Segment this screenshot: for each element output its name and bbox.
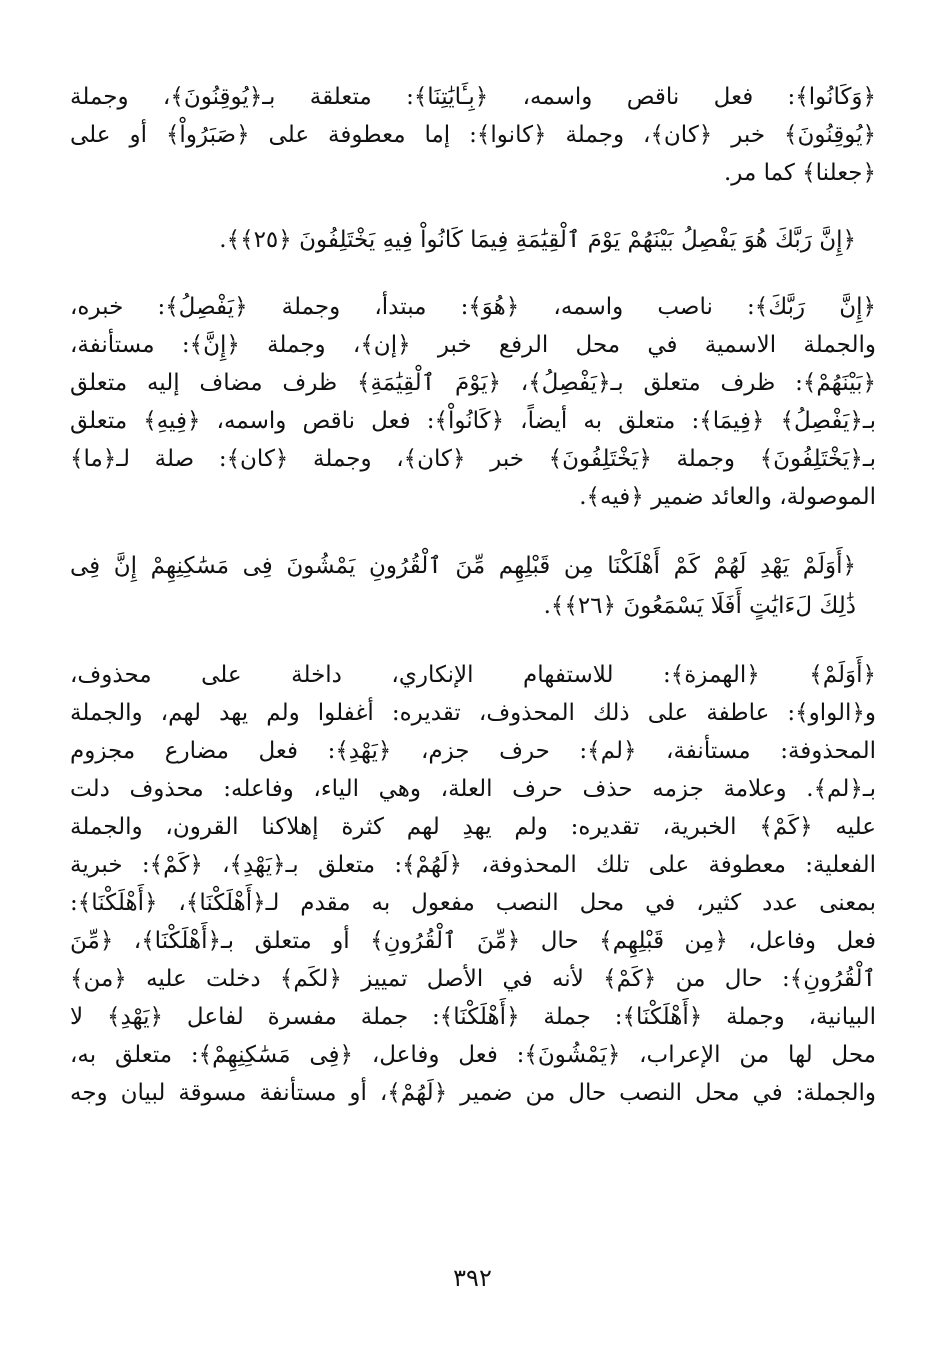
text-line: والجملة: في محل النصب حال من ضمير ﴿لَهُمْ﴾، أو مستأنفة مسوقة لبيان وجه: [70, 1080, 876, 1106]
text-line: بـ﴿يَفْصِلُ﴾ ﴿فِيمَا﴾: متعلق به أيضاً، ﴿كَانُواْ﴾: فعل ناقص واسمه، ﴿فِيهِ﴾ متعلق: [70, 408, 876, 434]
quran-verse-26: [70, 546, 876, 626]
spacer: [70, 192, 876, 220]
text-line: ﴿إِنَّ رَبَّكَ﴾: ناصب واسمه، ﴿هُوَ﴾: مبتدأ، وجملة ﴿يَفْصِلُ﴾: خبره،: [70, 294, 876, 320]
page-body: [70, 78, 876, 1112]
text-line: بـ﴿لم﴾. وعلامة جزمه حذف حرف العلة، وهي الياء، وفاعله: محذوف دلت: [70, 776, 876, 802]
text-line: ﴿يُوقِنُونَ﴾ خبر ﴿كان﴾، وجملة ﴿كانوا﴾: إما معطوفة على ﴿صَبَرُواْ﴾ أو على: [70, 122, 876, 148]
page-number: ٣٩٢: [453, 1264, 492, 1292]
paragraph-3: [70, 656, 876, 1112]
text-line: محل لها من الإعراب، ﴿يَمْشُونَ﴾: فعل وفاعل، ﴿فِى مَسَٰكِنِهِمْ﴾: متعلق به،: [70, 1042, 876, 1068]
text-line: المحذوفة: مستأنفة، ﴿لم﴾: حرف جزم، ﴿يَهْدِ﴾: فعل مضارع مجزوم: [70, 738, 876, 764]
text-line: ٱلْقُرُونِ﴾: حال من ﴿كَمْ﴾ لأنه في الأصل تمييز ﴿لكَم﴾ دخلت عليه ﴿من﴾: [70, 966, 876, 992]
spacer: [70, 626, 876, 656]
verse-line: ﴿إِنَّ رَبَّكَ هُوَ يَفْصِلُ بَيْنَهُمْ يَوْمَ ٱلْقِيَٰمَةِ فِيمَا كَانُواْ فِيهِ يَخْتَلِفُونَ ﴿٢٥﴾﴾.: [219, 227, 856, 253]
verse-line: ذَٰلِكَ لَءَايَٰتٍ أَفَلَا يَسْمَعُونَ ﴿٢٦﴾﴾.: [543, 593, 856, 619]
text-line: والجملة الاسمية في محل الرفع خبر ﴿إن﴾، وجملة ﴿إِنَّ﴾: مستأنفة،: [70, 332, 876, 358]
quran-verse-25: [70, 220, 876, 260]
spacer: [70, 260, 876, 288]
text-line: عليه ﴿كَمْ﴾ الخبرية، تقديره: ولم يهدِ لهم كثرة إهلاكنا القرون، والجملة: [70, 814, 876, 840]
text-line: ﴿جعلنا﴾ كما مر.: [723, 160, 876, 186]
paragraph-2: [70, 288, 876, 516]
text-line: ﴿أَوَلَمْ﴾ ﴿الهمزة﴾: للاستفهام الإنكاري، داخلة على محذوف،: [70, 662, 876, 688]
text-line: بمعنى عدد كثير، في محل النصب مفعول به مقدم لـ﴿أَهْلَكْنَا﴾، ﴿أَهْلَكْنَا﴾:: [70, 890, 876, 916]
text-line: ﴿وَكَانُوا﴾: فعل ناقص واسمه، ﴿بِـَٔايَٰتِنَا﴾: متعلقة بـ﴿يُوقِنُونَ﴾، وجملة: [70, 84, 876, 110]
text-line: الموصولة، والعائد ضمير ﴿فيه﴾.: [579, 484, 876, 510]
text-line: البيانية، وجملة ﴿أَهْلَكْنَا﴾: جملة ﴿أَهْلَكْنَا﴾: جملة مفسرة لفاعل ﴿يَهْدِ﴾ لا: [70, 1004, 876, 1030]
text-line: ﴿بَيْنَهُمْ﴾: ظرف متعلق بـ﴿يَفْصِلُ﴾، ﴿يَوْمَ ٱلْقِيَٰمَةِ﴾ ظرف مضاف إليه متعلق: [70, 370, 876, 396]
text-line: فعل وفاعل، ﴿مِن قَبْلِهِم﴾ حال ﴿مِّنَ ٱلْقُرُونِ﴾ أو متعلق بـ﴿أَهْلَكْنَا﴾، ﴿مِّنَ: [70, 928, 876, 954]
paragraph-1: [70, 78, 876, 192]
text-line: بـ﴿يَخْتَلِفُونَ﴾ وجملة ﴿يَخْتَلِفُونَ﴾ خبر ﴿كان﴾، وجملة ﴿كان﴾: صلة لـ﴿ما﴾: [70, 446, 876, 472]
spacer: [70, 516, 876, 546]
verse-line: ﴿أَوَلَمْ يَهْدِ لَهُمْ كَمْ أَهْلَكْنَا مِن قَبْلِهِم مِّنَ ٱلْقُرُونِ يَمْشُونَ فِى مَسَٰكِنِهِمْ إِنَّ فِى: [70, 553, 856, 579]
text-line: و﴿الواو﴾: عاطفة على ذلك المحذوف، تقديره: أغفلوا ولم يهد لهم، والجملة: [70, 700, 876, 726]
text-line: الفعلية: معطوفة على تلك المحذوفة، ﴿لَهُمْ﴾: متعلق بـ﴿يَهْدِ﴾، ﴿كَمْ﴾: خبرية: [70, 852, 876, 878]
